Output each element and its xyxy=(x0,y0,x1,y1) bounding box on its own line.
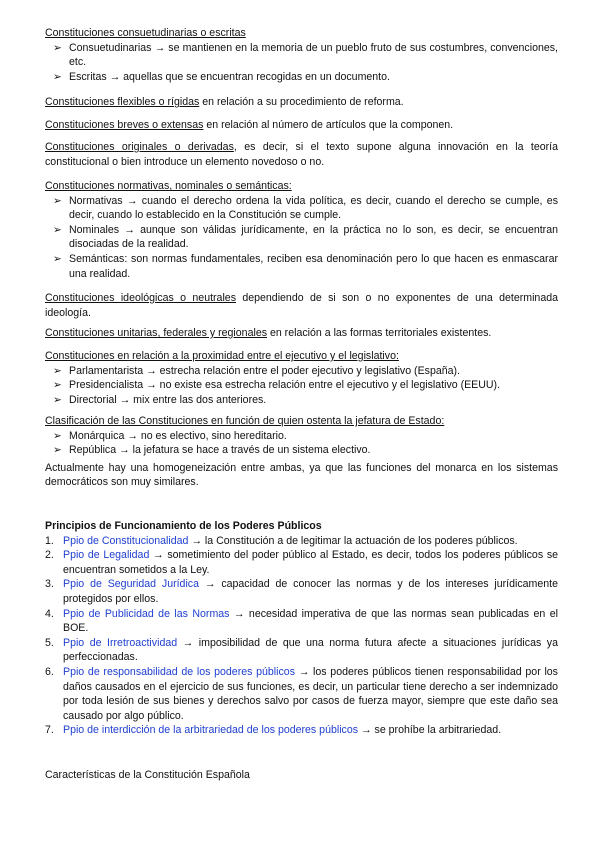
section-text: dependiendo de si son o no exponentes de una determinada ideología. xyxy=(45,292,559,319)
section-text: en relación a las formas territoriales existentes. xyxy=(267,327,492,339)
section-ideologicas xyxy=(45,291,558,320)
list-item: 1. Ppio de Constitucionalidad → la Constitución a de legitimar la actuación de los poderes públicos. xyxy=(45,534,518,547)
section-heading: Constituciones unitarias, federales y regionales xyxy=(45,327,268,339)
arrow-bullet-icon: ➢ xyxy=(53,223,62,236)
bullet-list xyxy=(45,429,558,458)
section-heading: Constituciones flexibles o rígidas xyxy=(45,96,200,108)
arrow-bullet-icon: ➢ xyxy=(53,444,62,457)
section-ejecutivo-legislativo xyxy=(45,349,558,407)
section-text: en relación al número de artículos que la componen. xyxy=(203,119,454,131)
section-text: , es decir, si el texto supone alguna innovación en la teoría constitucional o bien introduce un elemento novedoso o no. xyxy=(45,141,558,168)
arrow-bullet-icon: ➢ xyxy=(53,379,62,392)
section-heading: Clasificación de las Constituciones en función de quien ostenta la jefatura de Estado: xyxy=(45,415,445,427)
list-item: 4. Ppio de Publicidad de las Normas → necesidad imperativa de que las normas sean publicadas en el BOE. xyxy=(45,607,558,635)
section-heading: Constituciones breves o extensas xyxy=(45,119,204,131)
section-text: en relación a su procedimiento de reforma. xyxy=(199,96,404,108)
section-heading: Constituciones consuetudinarias o escritas xyxy=(45,27,246,39)
arrow-bullet-icon: ➢ xyxy=(53,194,62,207)
section-heading: Constituciones originales o derivadas xyxy=(45,141,234,153)
list-item: ➢ Escritas → aquellas que se encuentran recogidas en un documento. xyxy=(53,70,390,83)
principle-name: Ppio de Irretroactividad xyxy=(63,636,178,649)
list-item: 3. Ppio de Seguridad Jurídica → capacidad de conocer las normas y de los intereses jurídicamente protegidos por ellos. xyxy=(45,578,558,605)
arrow-bullet-icon: ➢ xyxy=(53,41,62,54)
section-unitarias xyxy=(45,326,558,341)
arrow-bullet-icon: ➢ xyxy=(53,364,62,377)
list-item: 7. Ppio de interdicción de la arbitrariedad de los poderes públicos → se prohíbe la arbitrariedad. xyxy=(45,724,502,737)
list-item: 5. Ppio de Irretroactividad → imposibilidad de que una norma futura afecte a situaciones jurídicas ya perfeccionadas. xyxy=(45,636,558,664)
list-item: ➢ Monárquica → no es electivo, sino hereditario. xyxy=(53,429,287,442)
principle-name: Ppio de responsabilidad de los poderes públicos xyxy=(63,665,295,678)
principle-name: Ppio de Publicidad de las Normas xyxy=(63,607,230,620)
section-heading: Constituciones normativas, nominales o semánticas: xyxy=(45,180,292,192)
section-heading: Constituciones en relación a la proximidad entre el ejecutivo y el legislativo: xyxy=(45,350,399,362)
bullet-list xyxy=(45,364,558,408)
section-heading: Características de la Constitución Española xyxy=(45,769,250,781)
section-heading: Constituciones ideológicas o neutrales xyxy=(45,292,236,304)
principle-name: Ppio de interdicción de la arbitrariedad de los poderes públicos xyxy=(63,724,359,737)
list-item: ➢ Normativas → cuando el derecho ordena la vida política, es decir, cuando el derecho se cumple, es decir, cuando lo establecido en la Constitución se cumple. xyxy=(53,194,558,222)
arrow-bullet-icon: ➢ xyxy=(53,429,62,442)
section-normativas xyxy=(45,179,558,281)
section-jefatura-estado xyxy=(45,414,558,490)
principle-name: Ppio de Seguridad Jurídica xyxy=(63,578,199,591)
list-item: ➢ Directorial → mix entre las dos anteriores. xyxy=(53,393,267,406)
section-consuetudinarias xyxy=(45,26,558,84)
list-item: ➢ Consuetudinarias → se mantienen en la memoria de un pueblo fruto de sus costumbres, convenciones, etc. xyxy=(53,41,558,69)
list-item: ➢ Nominales → aunque son válidas jurídicamente, en la práctica no lo son, es decir, se encuentran disociadas de la realidad. xyxy=(53,223,558,251)
bullet-list xyxy=(45,194,558,282)
arrow-bullet-icon: ➢ xyxy=(53,252,62,265)
section-principios xyxy=(45,519,558,738)
arrow-bullet-icon: ➢ xyxy=(53,70,62,83)
list-item: ➢ Semánticas: son normas fundamentales, reciben esa denominación pero lo que hacen es enmascarar una realidad. xyxy=(53,252,558,280)
list-item: ➢ República → la jefatura se hace a través de un sistema electivo. xyxy=(53,444,371,457)
list-item: ➢ Presidencialista → no existe esa estrecha relación entre el ejecutivo y el legislativo (EEUU). xyxy=(53,379,501,392)
section-originales xyxy=(45,140,558,169)
section-caracteristicas xyxy=(45,768,558,783)
principle-name: Ppio de Constitucionalidad xyxy=(63,534,189,547)
principle-name: Ppio de Legalidad xyxy=(63,549,150,562)
list-item: 2. Ppio de Legalidad → sometimiento del poder público al Estado, es decir, todos los poderes públicos se encuentran sometidos a la Ley. xyxy=(45,549,559,576)
paragraph: Actualmente hay una homogeneización entre ambas, ya que las funciones del monarca en los sistemas democráticos son muy similares. xyxy=(45,461,558,489)
section-flexibles xyxy=(45,95,558,110)
numbered-list xyxy=(45,534,558,738)
arrow-bullet-icon: ➢ xyxy=(53,393,62,406)
bullet-list xyxy=(45,41,558,85)
list-item: 6. Ppio de responsabilidad de los poderes públicos → los poderes públicos tienen responsabilidad por los daños causados en el ejercicio de sus funciones, es decir, un particular tiene derecho a ser indemnizado por toda lesión de sus bienes y derechos salvo por casos de fuerza mayor, siempre que este daño sea causado por algo público. xyxy=(45,665,558,722)
list-item: ➢ Parlamentarista → estrecha relación entre el poder ejecutivo y legislativo (España). xyxy=(53,364,460,377)
section-title: Principios de Funcionamiento de los Poderes Públicos xyxy=(45,520,322,532)
section-breves xyxy=(45,118,558,133)
